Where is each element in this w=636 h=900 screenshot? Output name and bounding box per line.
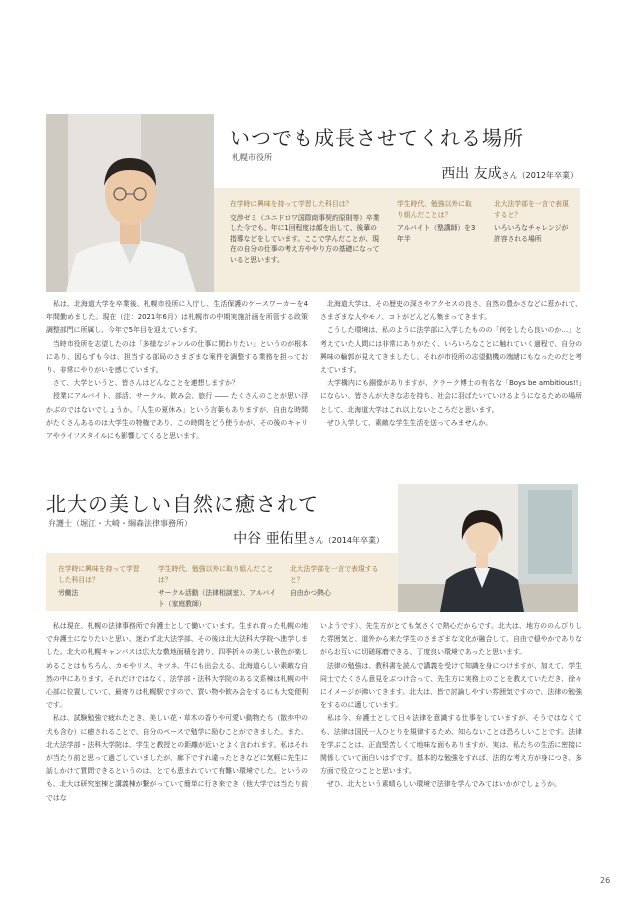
paragraph: 私は現在、札幌の法律事務所で弁護士として働いています。生まれ育った札幌の地で弁護士になりたいと思い、迷わず北大法学部、その後は北大法科大学院へ進学しました。北大の札幌キャンパスは広大な敷地面積を誇り、四季折々の美しい景色が楽しめることはもちろん、カモやリス、キツネ、牛にも出会える、北海道らしい素敵な自然の中にあります。それだけではなく、法学部・法科大学院のある文系棟は札幌の中心部に位置していて、最寄りは札幌駅ですので、買い物や飲み会をするにも大変便利です。 (46, 622, 308, 710)
article2-year: （2014年卒業） (323, 536, 384, 545)
paragraph: 授業にアルバイト、部活、サークル、飲み会、旅行 ―― たくさんのことが思い浮かぶのではないでしょうか。「人生の夏休み」という言葉もありますが、自由な時間がたくさんあるのは大学生の特権であり、この時間をどう使うかが、その後のキャリアやライフスタイルにも影響してくると思います。 (46, 392, 308, 441)
article2-qa-3 (290, 564, 386, 599)
qa-question: 学生時代、勉強以外に取り組んだことは？ (158, 565, 274, 584)
portrait-illustration-man (46, 114, 214, 292)
article1-body-left (46, 298, 308, 443)
article2-name-block (186, 528, 384, 548)
article2-organization: 弁護士（堀江・大崎・綱森法律事務所） (48, 519, 192, 528)
qa-question: 北大法学部を一言で表現すると？ (290, 565, 379, 584)
article1-qa-2 (397, 199, 477, 244)
article1-honorific: さん (501, 171, 518, 180)
article1-name-block (380, 163, 578, 183)
article2-qa-1 (58, 564, 144, 599)
article1-year: （2012年卒業） (517, 171, 578, 180)
qa-question: 在学時に興味を持って学習した科目は？ (58, 565, 140, 584)
article2-name: 中谷 亜佑里 (233, 531, 308, 547)
paragraph: ぜひ、北大という素晴らしい環境で法律を学んでみてはいかがでしょうか。 (320, 780, 561, 789)
article1-name: 西出 友成 (441, 166, 502, 182)
article2-qa-2 (158, 564, 276, 609)
paragraph: こうした環境は、私のように法学部に入学したものの「何をしたら良いのか…」と考えていた人間には非常にありがたく、いろいろなことに触れていく過程で、自分の興味の輪郭が見えてきましたし、それが市役所の志望動機の端緒にもなったのだと考えています。 (320, 326, 582, 375)
portrait-illustration-woman (398, 484, 578, 612)
qa-answer: いろいろなチャレンジが許容される場所 (494, 224, 569, 243)
paragraph: 北海道大学は、その歴史の深さやアクセスの良さ、自然の豊かさなどに惹かれて、さまざまな人やモノ、コトがどんどん集まってきます。 (320, 300, 582, 322)
article1-title: いつでも成長させてくれる場所 (230, 126, 524, 150)
paragraph: 私は、試験勉強で疲れたとき、美しい花・草木の香りや可愛い動物たち（散歩中の犬も含む）に癒されることで、自分のペースで勉学に励むことができました。また、北大法学部・法科大学院は、学生と教授との距離が近いとよく言われます。私はそれが当たり前と思って過ごしていましたが、廊下ですれ違ったときなどに気軽に先生に話しかけて質問できるというのは、とても恵まれていて有難い環境でした。というのも、北大は研究室棟と講義棟が繋がっていて簡単に行き来でき（他大学では当たり前ではな (46, 714, 308, 802)
article2-honorific: さん (307, 536, 324, 545)
qa-question: 在学時に興味を持って学習した科目は？ (230, 200, 353, 208)
page-number: 26 (600, 876, 611, 885)
qa-question: 北大法学部を一言で表現すると？ (494, 200, 569, 219)
article2-body-right (320, 620, 582, 792)
article1-body-right (320, 298, 582, 430)
article1-qa-3 (494, 199, 574, 244)
article1-qa-1 (230, 199, 382, 265)
qa-question: 学生時代、勉強以外に取り組んだことは？ (397, 200, 472, 219)
qa-answer: 交渉ゼミ（ユニドロワ国際商事契約原則等）卒業した今でも、年に1回程度は顔を出して、後輩の指導などをしています。ここで学んだことが、現在の自分の仕事の考え方ややり方の基礎になっていると思います。 (230, 213, 380, 264)
article1-organization: 札幌市役所 (232, 153, 272, 162)
paragraph: 私は、北海道大学を卒業後、札幌市役所に入庁し、生活保護のケースワーカーを4年間勤めました。現在（注：2021年6月）は札幌市の中期実施計画を所管する政策調整部門に所属し、今年で5年目を迎えています。 (46, 300, 308, 335)
qa-answer: 自由かつ熱心 (290, 589, 331, 597)
portrait-photo-nishide (46, 114, 214, 292)
paragraph: ぜひ入学して、素敵な学生生活を送ってみませんか。 (320, 418, 493, 427)
paragraph: 法律の勉強は、教科書を読んで講義を受けて知識を身につけますが、加えて、学生同士でたくさん意見をぶつけ合って、先生方に実務上のことを教えていただき、徐々にイメージが沸いてきます。北大は、皆で討論しやすい雰囲気ですので、法律の勉強をするのに適しています。 (320, 661, 582, 710)
article2-title: 北大の美しい自然に癒されて (46, 492, 319, 516)
portrait-photo-nakaya (398, 484, 578, 612)
qa-answer: アルバイト（塾講師）を3年半 (397, 224, 476, 243)
article2-body-left (46, 620, 308, 805)
paragraph: いようです）、先生方がとても気さくで熱心だからです。北大は、地方ののんびりした雰囲気と、道外から来た学生のさまざまな文化が融合して、自由で穏やかでありながらお互いに切磋琢磨できる、丁度良い環境であったと思います。 (320, 622, 582, 657)
paragraph: 当時市役所を志望したのは「多様なジャンルの仕事に関わりたい」というのが根本にあり、図らずも今は、担当する部局のさまざまな案件を調整する業務を担っており、非常にやりがいを感じています。 (46, 339, 308, 375)
paragraph: 大学構内にも銅像がありますが、クラーク博士の有名な「Boys be ambitious!!」にならい、皆さんが大きな志を持ち、社会に羽ばたいていけるようになるための場所として、北海道大学はこれ以上ないところだと思います。 (320, 379, 582, 414)
qa-answer: 労働法 (58, 589, 79, 597)
paragraph: 私は今、弁護士として日々法律を意識する仕事をしていますが、そうではなくても、法律は国民一人ひとりを規律するため、知らないことは恐ろしいことです。法律を学ぶことは、正直堅苦しくて地味な面もありますが、実は、私たちの生活に密接に関係していて面白いはずです。基本的な勉強をすれば、法的な考え方が身につき、多方面で役立つことと思います。 (320, 714, 582, 776)
qa-answer: サークル活動（法律相談室）、アルバイト（家庭教師） (158, 589, 276, 608)
paragraph: さて、大学というと、皆さんはどんなことを連想しますか？ (46, 379, 239, 388)
